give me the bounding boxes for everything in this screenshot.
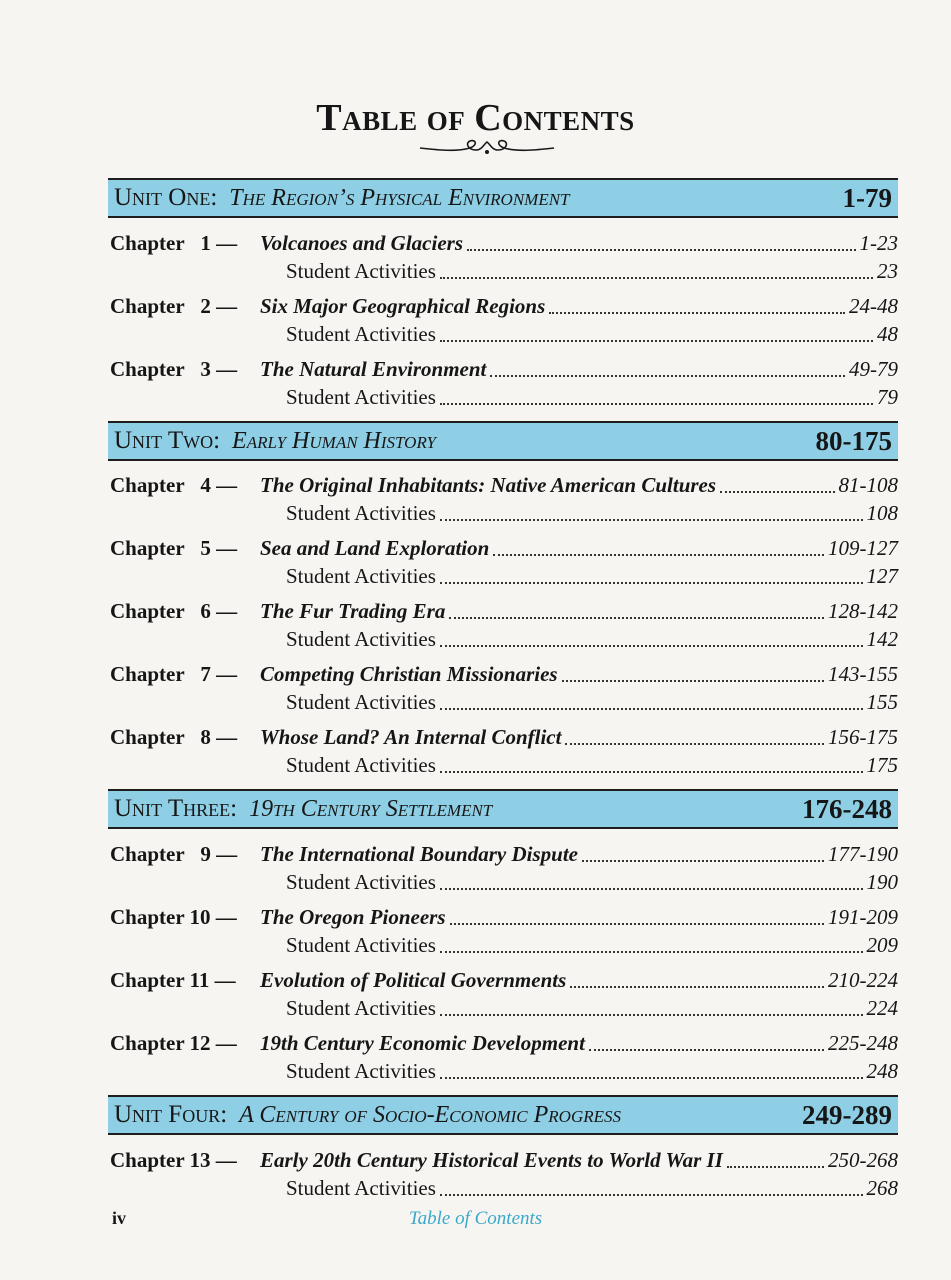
dot-leader [440,277,873,279]
dot-leader [490,375,845,377]
activities-page: 224 [866,996,898,1020]
activities-entry[interactable] [286,564,898,590]
activities-page: 268 [866,1176,898,1200]
chapter-entry[interactable] [110,357,898,383]
page-number: iv [112,1208,127,1228]
unit-label: Unit Three: [114,795,238,822]
dot-leader [440,951,863,953]
chapter-pages: 156-175 [828,725,898,749]
unit-title: Early Human History [232,427,436,454]
unit-label: Unit Two: [114,427,221,454]
chapter-pages: 1-23 [859,231,898,255]
chapter-entry[interactable] [110,473,898,499]
dot-leader [720,491,834,493]
activities-entry[interactable] [286,627,898,653]
dot-leader [589,1049,824,1051]
dot-leader [727,1166,824,1168]
chapter-label: Chapter 11 — [110,968,236,992]
chapter-entry[interactable] [110,968,898,994]
unit-pages: 80-175 [815,425,892,456]
page-title: TABLE OF CONTENTS [316,97,635,139]
dot-leader [570,986,824,988]
chapter-label: Chapter 3 — [110,357,238,381]
activities-entry[interactable] [286,996,898,1022]
unit-heading [108,1095,898,1135]
running-footer-title: Table of Contents [408,1208,543,1229]
chapter-title: Evolution of Political Governments [260,968,567,992]
unit-heading [108,789,898,829]
chapter-label: Chapter 2 — [110,294,238,318]
activities-entry[interactable] [286,259,898,285]
chapter-title: The Oregon Pioneers [260,905,446,929]
activities-page: 108 [866,501,898,525]
dot-leader [440,582,863,584]
chapter-pages: 143-155 [828,662,898,686]
activities-page: 190 [866,870,898,894]
activities-entry[interactable] [286,933,898,959]
chapter-pages: 177-190 [828,842,898,866]
dot-leader [440,403,873,405]
activities-label: Student Activities [286,690,436,714]
unit-heading [108,421,898,461]
activities-entry[interactable] [286,1176,898,1202]
chapter-title: Volcanoes and Glaciers [260,231,464,255]
chapter-pages: 24-48 [849,294,898,318]
unit-title: 19th Century Settlement [249,795,493,822]
activities-page: 48 [877,322,898,346]
chapter-label: Chapter 8 — [110,725,238,749]
dot-leader [449,617,824,619]
activities-label: Student Activities [286,385,436,409]
chapter-entry[interactable] [110,1148,898,1174]
chapter-title: The Fur Trading Era [260,599,446,623]
chapter-entry[interactable] [110,231,898,257]
unit-heading [108,178,898,218]
chapter-label: Chapter 7 — [110,662,238,686]
chapter-pages: 191-209 [828,905,898,929]
chapter-entry[interactable] [110,536,898,562]
unit-title: A Century of Socio-Economic Progress [239,1101,622,1128]
dot-leader [549,312,845,314]
dot-leader [440,645,863,647]
activities-label: Student Activities [286,501,436,525]
chapter-title: Six Major Geographical Regions [260,294,546,318]
chapter-label: Chapter 6 — [110,599,238,623]
unit-label: Unit One: [114,184,218,211]
chapter-entry[interactable] [110,662,898,688]
chapter-title: 19th Century Economic Development [260,1031,585,1055]
chapter-title: The International Boundary Dispute [260,842,578,866]
activities-label: Student Activities [286,322,436,346]
chapter-label: Chapter 9 — [110,842,238,866]
chapter-label: Chapter 10 — [110,905,237,929]
chapter-title: The Original Inhabitants: Native American Cultures [260,473,717,497]
activities-entry[interactable] [286,1059,898,1085]
dot-leader [440,708,863,710]
activities-label: Student Activities [286,1176,436,1200]
activities-page: 209 [866,933,898,957]
activities-entry[interactable] [286,690,898,716]
dot-leader [493,554,824,556]
chapter-label: Chapter 1 — [110,231,238,255]
activities-label: Student Activities [286,1059,436,1083]
unit-title: The Region’s Physical Environment [229,184,570,211]
activities-entry[interactable] [286,753,898,779]
activities-label: Student Activities [286,870,436,894]
chapter-entry[interactable] [110,725,898,751]
dot-leader [440,519,863,521]
chapter-pages: 49-79 [849,357,898,381]
activities-label: Student Activities [286,564,436,588]
dot-leader [565,743,824,745]
dot-leader [440,771,863,773]
chapter-title: Whose Land? An Internal Conflict [260,725,562,749]
chapter-label: Chapter 4 — [110,473,238,497]
dot-leader [440,340,873,342]
chapter-entry[interactable] [110,905,898,931]
activities-label: Student Activities [286,627,436,651]
unit-pages: 176-248 [802,793,892,824]
activities-entry[interactable] [286,501,898,527]
activities-entry[interactable] [286,385,898,411]
unit-pages: 1-79 [842,182,892,213]
chapter-pages: 81-108 [838,473,898,497]
activities-page: 142 [866,627,898,651]
activities-page: 23 [877,259,898,283]
chapter-entry[interactable] [110,842,898,868]
chapter-label: Chapter 13 — [110,1148,237,1172]
activities-page: 127 [866,564,898,588]
unit-pages: 249-289 [802,1099,892,1130]
activities-entry[interactable] [286,322,898,348]
unit-label: Unit Four: [114,1101,228,1128]
chapter-pages: 109-127 [828,536,898,560]
dot-leader [440,1077,863,1079]
chapter-title: Early 20th Century Historical Events to World War II [260,1148,723,1172]
dot-leader [450,923,825,925]
chapter-entry[interactable] [110,1031,898,1057]
dot-leader [562,680,824,682]
chapter-pages: 250-268 [828,1148,898,1172]
dot-leader [582,860,824,862]
chapter-title: Sea and Land Exploration [260,536,490,560]
activities-label: Student Activities [286,753,436,777]
chapter-title: The Natural Environment [260,357,487,381]
chapter-pages: 225-248 [828,1031,898,1055]
chapter-label: Chapter 12 — [110,1031,237,1055]
dot-leader [440,1014,863,1016]
activities-label: Student Activities [286,933,436,957]
activities-page: 248 [866,1059,898,1083]
dot-leader [440,888,863,890]
dot-leader [467,249,855,251]
chapter-title: Competing Christian Missionaries [260,662,558,686]
chapter-entry[interactable] [110,294,898,320]
activities-label: Student Activities [286,259,436,283]
chapter-entry[interactable] [110,599,898,625]
chapter-pages: 210-224 [828,968,898,992]
activities-page: 155 [866,690,898,714]
activities-page: 79 [877,385,898,409]
dot-leader [440,1194,863,1196]
activities-page: 175 [866,753,898,777]
chapter-label: Chapter 5 — [110,536,238,560]
flourish-ornament-icon [418,136,556,158]
activities-entry[interactable] [286,870,898,896]
chapter-pages: 128-142 [828,599,898,623]
activities-label: Student Activities [286,996,436,1020]
